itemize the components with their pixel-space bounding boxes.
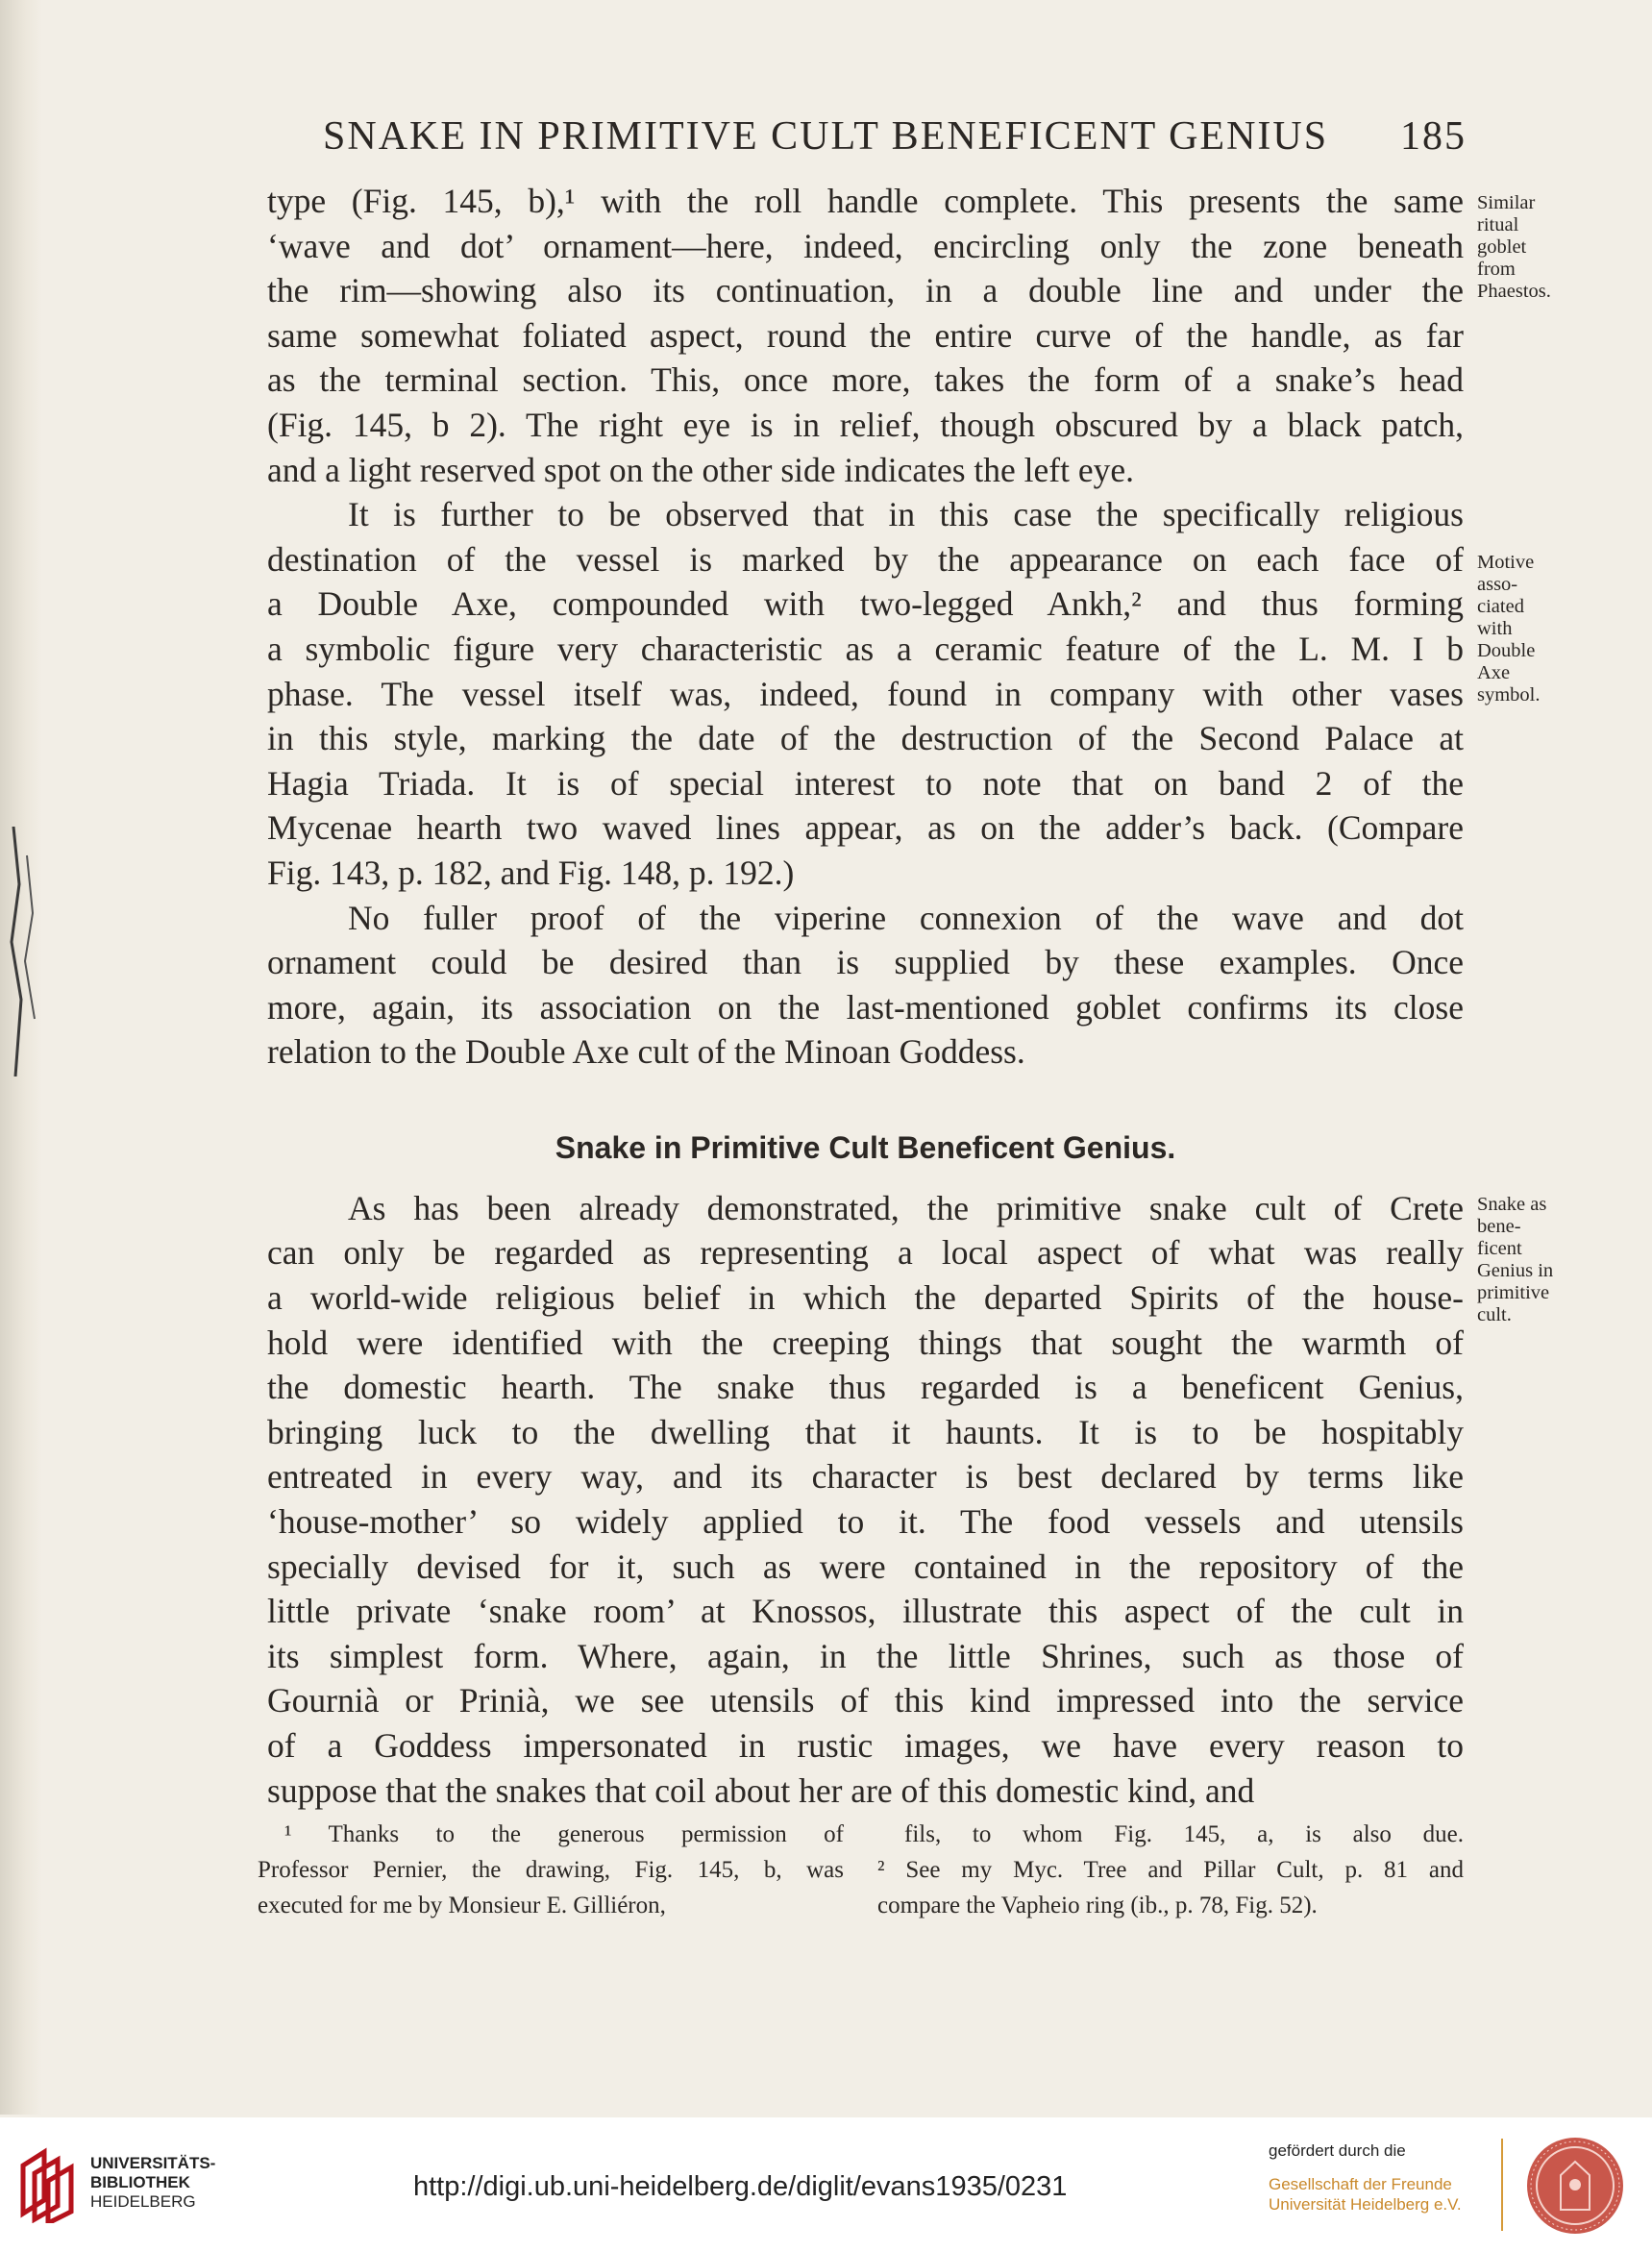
margin-note-line: Snake as [1477, 1194, 1547, 1215]
text-line: It is further to be observed that in this case the specifically religious [348, 495, 1464, 534]
footnote-line: Professor Pernier, the drawing, Fig. 145, b, was [258, 1857, 844, 1883]
footnote-line: ¹ Thanks to the generous permission of [284, 1821, 844, 1847]
text-line: suppose that the snakes that coil about her are of this domestic kind, and [267, 1770, 1255, 1810]
margin-note-double-axe-motive [1477, 552, 1612, 706]
margin-note-line: asso- [1477, 574, 1518, 595]
margin-note-line: cult. [1477, 1304, 1512, 1325]
footnotes-right-column [877, 1817, 1464, 1923]
footnote-line: compare the Vapheio ring (ib., p. 78, Fig. 52). [877, 1893, 1318, 1918]
margin-note-line: bene- [1477, 1216, 1521, 1237]
text-line: and a light reserved spot on the other side indicates the left eye. [267, 450, 1134, 489]
library-name-line: UNIVERSITÄTS- [90, 2154, 216, 2172]
library-name [90, 2154, 215, 2212]
text-line: its simplest form. Where, again, in the little Shrines, such as those of [267, 1636, 1464, 1675]
margin-note-line: Genius in [1477, 1260, 1554, 1281]
text-line: relation to the Double Axe cult of the Minoan Goddess. [267, 1032, 1025, 1072]
sponsor-org-name [1269, 2174, 1499, 2215]
text-line: entreated in every way, and its character is best declared by terms like [267, 1457, 1464, 1497]
sponsor-label: gefördert durch die [1269, 2141, 1406, 2160]
sponsor-block [1269, 2141, 1499, 2215]
margin-note-line: from [1477, 259, 1516, 280]
library-name-line: HEIDELBERG [90, 2192, 196, 2211]
margin-note-similar-goblet [1477, 192, 1612, 303]
text-line: Gournià or Prinià, we see utensils of this kind impressed into the service [267, 1681, 1464, 1720]
section-heading: Snake in Primitive Cult Beneficent Genius. [555, 1129, 1176, 1165]
text-line: as the terminal section. This, once more, takes the form of a snake’s head [267, 360, 1464, 400]
text-line: No fuller proof of the viperine connexion of the wave and dot [348, 898, 1464, 937]
margin-note-line: ciated [1477, 596, 1524, 617]
paragraph [267, 896, 1464, 1075]
text-line: the domestic hearth. The snake thus regarded is a beneficent Genius, [267, 1368, 1464, 1407]
page-number: 185 [1400, 114, 1467, 159]
text-line: specially devised for it, such as were contained in the repository of the [267, 1547, 1464, 1586]
text-line: phase. The vessel itself was, indeed, found in company with other vases [267, 674, 1464, 713]
paragraph [267, 1186, 1464, 1813]
text-line: hold were identified with the creeping things that sought the warmth of [267, 1323, 1464, 1362]
digitization-footer [0, 2117, 1652, 2252]
margin-note-snake-genius [1477, 1194, 1612, 1326]
margin-note-line: Axe [1477, 662, 1511, 683]
text-line: can only be regarded as representing a local aspect of what was really [267, 1233, 1464, 1273]
text-line: ornament could be desired than is supplied by these examples. Once [267, 943, 1464, 982]
body-text [267, 179, 1464, 1813]
text-line: As has been already demonstrated, the primitive snake cult of Crete [348, 1188, 1464, 1227]
margin-note-line: symbol. [1477, 684, 1541, 705]
binding-shadow-marks [6, 827, 44, 1077]
footnotes-left-column [258, 1817, 844, 1923]
footnote-line: executed for me by Monsieur E. Gilliéron, [258, 1893, 666, 1918]
text-line: bringing luck to the dwelling that it haunts. It is to be hospitably [267, 1412, 1464, 1451]
margin-note-line: primitive [1477, 1282, 1550, 1303]
text-line: (Fig. 145, b 2). The right eye is in relief, though obscured by a black patch, [267, 405, 1464, 444]
text-line: a symbolic figure very characteristic as a ceramic feature of the L. M. I b [267, 629, 1464, 668]
margin-note-line: Similar [1477, 192, 1536, 213]
text-line: a world-wide religious belief in which the departed Spirits of the house- [267, 1278, 1464, 1318]
text-line: a Double Axe, compounded with two-legged Ankh,² and thus forming [267, 584, 1464, 624]
society-seal-icon [1524, 2135, 1626, 2237]
digital-copy-link[interactable]: http://digi.ub.uni-heidelberg.de/diglit/evans1935/0231 [413, 2171, 1068, 2202]
text-line: the rim—showing also its continuation, in a double line and under the [267, 271, 1464, 310]
footnote-line: ² See my Myc. Tree and Pillar Cult, p. 81 and [877, 1857, 1464, 1883]
text-line: same somewhat foliated aspect, round the entire curve of the handle, as far [267, 315, 1464, 355]
footnote-line: fils, to whom Fig. 145, a, is also due. [904, 1821, 1464, 1847]
margin-note-line: with [1477, 618, 1513, 639]
margin-note-line: ritual [1477, 214, 1519, 235]
page-header [323, 113, 1467, 161]
section-gap [267, 1075, 1464, 1119]
text-line: destination of the vessel is marked by the appearance on each face of [267, 539, 1464, 579]
text-line: ‘house-mother’ so widely applied to it. The food vessels and utensils [267, 1502, 1464, 1542]
text-line: Hagia Triada. It is of special interest to note that on band 2 of the [267, 763, 1464, 803]
text-line: Mycenae hearth two waved lines appear, as on the adder’s back. (Compare [267, 808, 1464, 848]
margin-note-line: Motive [1477, 552, 1535, 573]
paragraph [267, 492, 1464, 895]
margin-note-line: ficent [1477, 1238, 1522, 1259]
text-line: in this style, marking the date of the destruction of the Second Palace at [267, 719, 1464, 758]
text-line: of a Goddess impersonated in rustic images, we have every reason to [267, 1726, 1464, 1765]
text-line: little private ‘snake room’ at Knossos, illustrate this aspect of the cult in [267, 1592, 1464, 1631]
text-line: Fig. 143, p. 182, and Fig. 148, p. 192.) [267, 853, 795, 892]
text-line: type (Fig. 145, b),¹ with the roll handle complete. This presents the same [267, 182, 1464, 220]
paragraph [267, 179, 1464, 492]
text-line: ‘wave and dot’ ornament—here, indeed, encircling only the zone beneath [267, 226, 1464, 265]
sponsor-org-line: Gesellschaft der Freunde [1269, 2175, 1452, 2193]
text-line: more, again, its association on the last-mentioned goblet confirms its close [267, 987, 1464, 1027]
margin-note-line: Double [1477, 640, 1536, 661]
margin-note-line: goblet [1477, 236, 1527, 258]
margin-note-line: Phaestos. [1477, 281, 1551, 302]
sponsor-org-line: Universität Heidelberg e.V. [1269, 2195, 1462, 2214]
library-name-line: BIBLIOTHEK [90, 2173, 190, 2191]
running-title: SNAKE IN PRIMITIVE CULT BENEFICENT GENIUS [323, 114, 1329, 159]
library-logo-icon [15, 2144, 79, 2223]
sponsor-divider [1501, 2139, 1503, 2231]
